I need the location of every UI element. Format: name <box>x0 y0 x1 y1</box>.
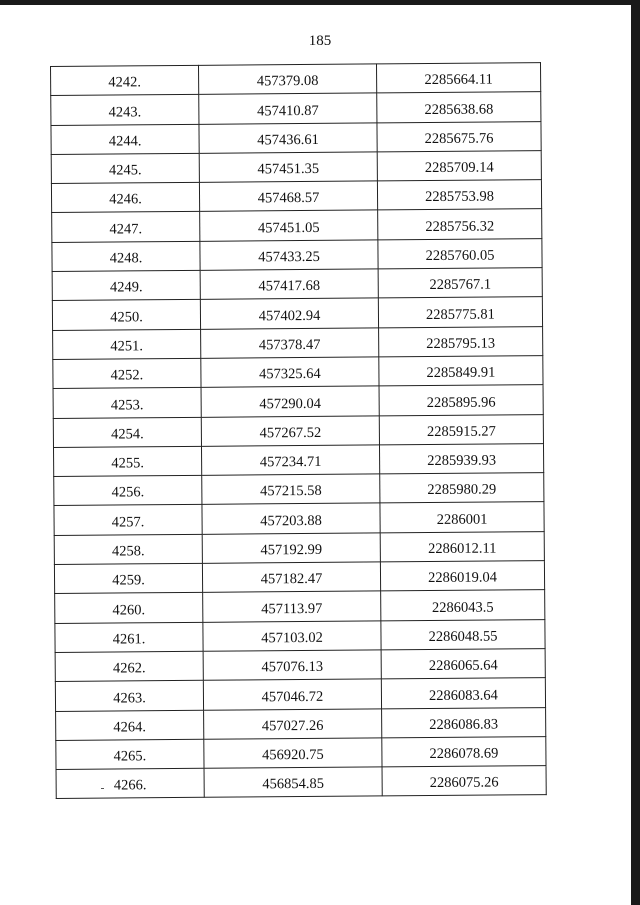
y-coordinate-cell: 2286065.64 <box>381 649 545 680</box>
point-number-cell: 4260. <box>55 593 203 623</box>
point-number-cell: 4249. <box>52 270 200 300</box>
table-row <box>51 121 541 154</box>
table-row <box>54 531 544 564</box>
table-row <box>53 414 543 447</box>
point-number-cell: 4254. <box>53 417 201 447</box>
y-coordinate-cell: 2286019.04 <box>380 561 544 592</box>
x-coordinate-cell: 457182.47 <box>202 562 380 593</box>
x-coordinate-cell: 457076.13 <box>203 650 381 681</box>
y-coordinate-cell: 2285760.05 <box>378 238 542 269</box>
point-number-cell: 4256. <box>54 475 202 505</box>
scan-speck <box>101 788 104 789</box>
y-coordinate-cell: 2285709.14 <box>377 151 541 182</box>
point-number-cell: 4257. <box>54 505 202 535</box>
table-row <box>55 678 545 711</box>
coordinates-table-container <box>50 62 546 799</box>
x-coordinate-cell: 457417.68 <box>200 269 378 300</box>
x-coordinate-cell: 457436.61 <box>199 123 377 154</box>
table-row <box>56 766 546 799</box>
x-coordinate-cell: 456854.85 <box>204 767 382 798</box>
x-coordinate-cell: 457027.26 <box>204 708 382 739</box>
x-coordinate-cell: 457290.04 <box>201 386 379 417</box>
x-coordinate-cell: 457046.72 <box>203 679 381 710</box>
point-number-cell: 4252. <box>53 358 201 388</box>
point-number-cell: 4243. <box>51 95 199 125</box>
y-coordinate-cell: 2286083.64 <box>381 678 545 709</box>
x-coordinate-cell: 457468.57 <box>199 181 377 212</box>
x-coordinate-cell: 456920.75 <box>204 738 382 769</box>
table-row <box>54 561 544 594</box>
x-coordinate-cell: 457234.71 <box>201 445 379 476</box>
table-row <box>53 443 543 476</box>
y-coordinate-cell: 2285638.68 <box>377 92 541 123</box>
x-coordinate-cell: 457192.99 <box>202 533 380 564</box>
table-row <box>51 63 541 96</box>
y-coordinate-cell: 2285895.96 <box>379 385 543 416</box>
x-coordinate-cell: 457410.87 <box>199 93 377 124</box>
table-row <box>51 92 541 125</box>
table-row <box>55 590 545 623</box>
table-row <box>52 238 542 271</box>
y-coordinate-cell: 2285849.91 <box>379 356 543 387</box>
scan-border-right <box>631 0 640 905</box>
y-coordinate-cell: 2285675.76 <box>377 121 541 152</box>
point-number-cell: 4266. <box>56 768 204 798</box>
table-row <box>54 502 544 535</box>
point-number-cell: 4242. <box>51 65 199 95</box>
y-coordinate-cell: 2285795.13 <box>379 326 543 357</box>
table-row <box>55 649 545 682</box>
x-coordinate-cell: 457113.97 <box>203 591 381 622</box>
y-coordinate-cell: 2285664.11 <box>376 63 540 94</box>
y-coordinate-cell: 2285915.27 <box>379 414 543 445</box>
point-number-cell: 4253. <box>53 388 201 418</box>
table-row <box>53 385 543 418</box>
table-row <box>52 268 542 301</box>
y-coordinate-cell: 2285939.93 <box>379 443 543 474</box>
x-coordinate-cell: 457378.47 <box>201 328 379 359</box>
y-coordinate-cell: 2285753.98 <box>377 180 541 211</box>
x-coordinate-cell: 457215.58 <box>202 474 380 505</box>
x-coordinate-cell: 457379.08 <box>198 64 376 95</box>
scan-border-top <box>0 0 640 5</box>
x-coordinate-cell: 457451.35 <box>199 152 377 183</box>
table-row <box>56 707 546 740</box>
point-number-cell: 4255. <box>53 446 201 476</box>
x-coordinate-cell: 457402.94 <box>200 298 378 329</box>
coordinates-table <box>50 62 547 799</box>
y-coordinate-cell: 2286075.26 <box>382 766 546 797</box>
table-row <box>53 356 543 389</box>
point-number-cell: 4245. <box>51 153 199 183</box>
y-coordinate-cell: 2285756.32 <box>378 209 542 240</box>
table-row <box>55 619 545 652</box>
point-number-cell: 4261. <box>55 622 203 652</box>
y-coordinate-cell: 2285775.81 <box>378 297 542 328</box>
point-number-cell: 4265. <box>56 739 204 769</box>
point-number-cell: 4246. <box>51 183 199 213</box>
x-coordinate-cell: 457325.64 <box>201 357 379 388</box>
point-number-cell: 4264. <box>56 710 204 740</box>
x-coordinate-cell: 457103.02 <box>203 621 381 652</box>
point-number-cell: 4244. <box>51 124 199 154</box>
point-number-cell: 4247. <box>52 212 200 242</box>
point-number-cell: 4263. <box>55 681 203 711</box>
table-row <box>54 473 544 506</box>
table-row <box>52 297 542 330</box>
table-row <box>51 151 541 184</box>
point-number-cell: 4258. <box>54 534 202 564</box>
table-row <box>53 326 543 359</box>
y-coordinate-cell: 2285767.1 <box>378 268 542 299</box>
table-row <box>52 209 542 242</box>
y-coordinate-cell: 2286012.11 <box>380 531 544 562</box>
y-coordinate-cell: 2286001 <box>380 502 544 533</box>
x-coordinate-cell: 457433.25 <box>200 240 378 271</box>
y-coordinate-cell: 2285980.29 <box>380 473 544 504</box>
table-row <box>56 736 546 769</box>
y-coordinate-cell: 2286086.83 <box>382 707 546 738</box>
point-number-cell: 4250. <box>52 300 200 330</box>
x-coordinate-cell: 457203.88 <box>202 503 380 534</box>
point-number-cell: 4248. <box>52 241 200 271</box>
x-coordinate-cell: 457451.05 <box>200 210 378 241</box>
y-coordinate-cell: 2286043.5 <box>381 590 545 621</box>
point-number-cell: 4251. <box>53 329 201 359</box>
y-coordinate-cell: 2286078.69 <box>382 736 546 767</box>
point-number-cell: 4259. <box>54 563 202 593</box>
y-coordinate-cell: 2286048.55 <box>381 619 545 650</box>
page-number: 185 <box>308 33 332 49</box>
x-coordinate-cell: 457267.52 <box>201 415 379 446</box>
point-number-cell: 4262. <box>55 651 203 681</box>
table-row <box>51 180 541 213</box>
coordinates-table-body <box>51 63 547 799</box>
